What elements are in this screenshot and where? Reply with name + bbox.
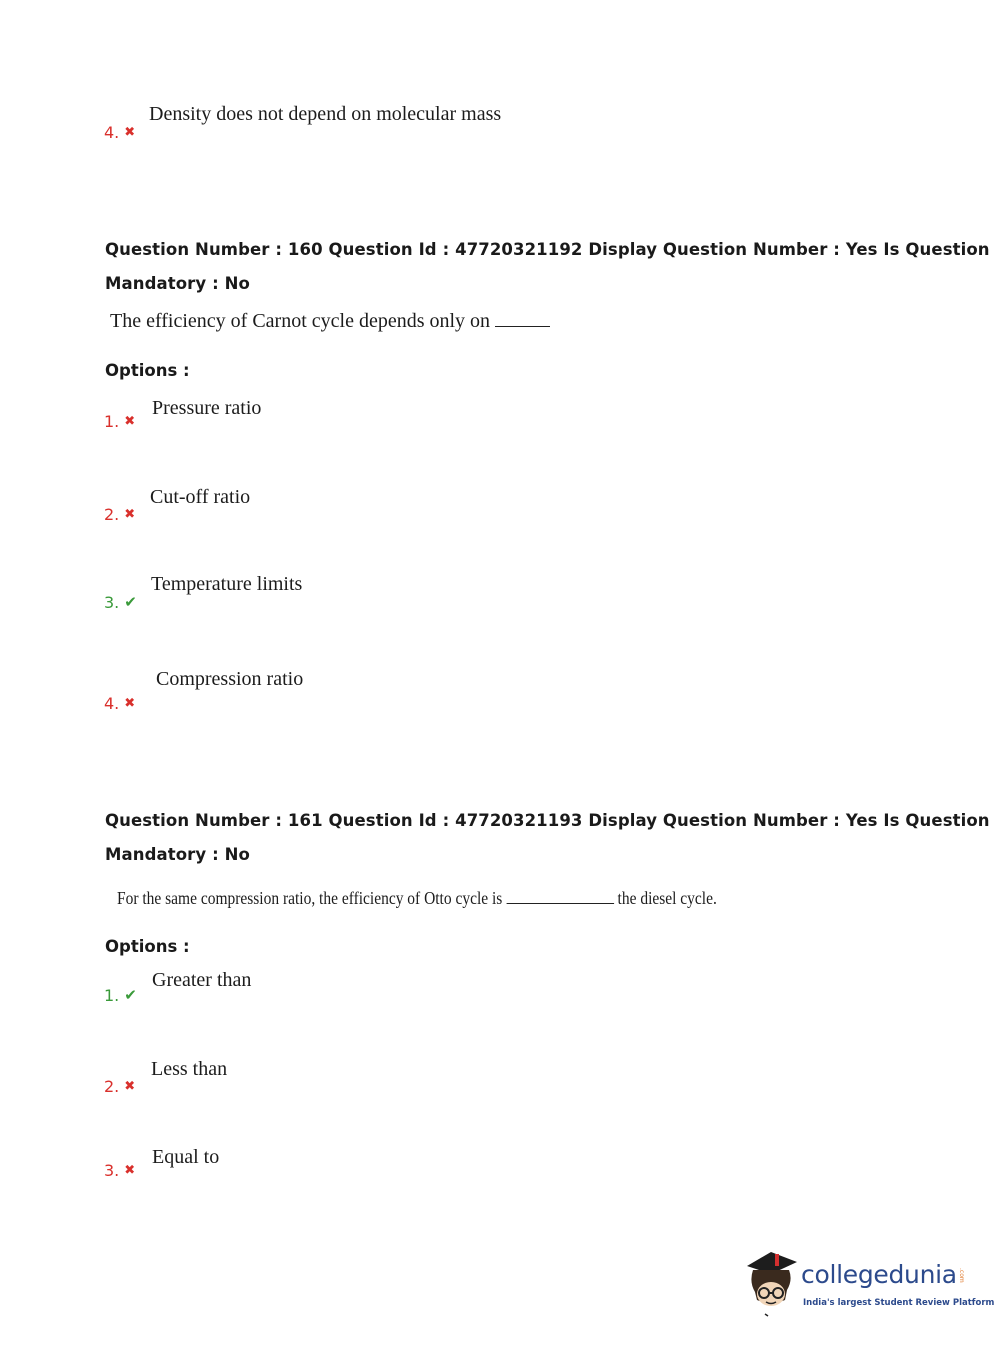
option-number: 3. ✔ [104, 593, 137, 612]
options-label: Options : [105, 361, 190, 380]
logo-wordmark: collegedunia [801, 1260, 957, 1289]
option-text: Density does not depend on molecular mass [149, 103, 502, 125]
options-label: Options : [105, 937, 190, 956]
option-text: Pressure ratio [152, 397, 262, 419]
question-text: For the same compression ratio, the efficiency of Otto cycle is the diesel cycle. [117, 888, 717, 908]
option-number: 3. ✖ [104, 1161, 136, 1180]
answer-blank [506, 902, 614, 904]
answer-blank [495, 325, 550, 327]
cross-icon: ✖ [124, 1079, 136, 1094]
option-number: 2. ✖ [104, 505, 136, 524]
question-meta: Question Number : 160 Question Id : 47720321192 Display Question Number : Yes Is Question [105, 240, 990, 259]
option-text: Less than [151, 1058, 228, 1080]
cross-icon: ✖ [124, 507, 136, 522]
option-number: 4. ✖ [104, 123, 136, 142]
check-icon: ✔ [124, 593, 137, 611]
mascot-icon [741, 1248, 803, 1318]
cross-icon: ✖ [124, 1163, 136, 1178]
option-number: 1. ✔ [104, 986, 137, 1005]
option-text: Temperature limits [151, 573, 303, 595]
logo-tagline: India's largest Student Review Platform [803, 1298, 995, 1308]
question-meta: Question Number : 161 Question Id : 47720321193 Display Question Number : Yes Is Question [105, 811, 990, 830]
question-meta-mandatory: Mandatory : No [105, 845, 250, 864]
cross-icon: ✖ [124, 414, 136, 429]
option-number: 2. ✖ [104, 1077, 136, 1096]
option-text: Cut-off ratio [150, 486, 251, 508]
option-text: Compression ratio [156, 668, 304, 690]
question-text: The efficiency of Carnot cycle depends only on [110, 310, 550, 333]
check-icon: ✔ [124, 986, 137, 1004]
cross-icon: ✖ [124, 696, 136, 711]
question-meta-mandatory: Mandatory : No [105, 274, 250, 293]
option-text: Equal to [152, 1146, 220, 1168]
option-number: 1. ✖ [104, 412, 136, 431]
collegedunia-logo [741, 1248, 995, 1318]
cross-icon: ✖ [124, 125, 136, 140]
option-text: Greater than [152, 969, 252, 991]
option-number: 4. ✖ [104, 694, 136, 713]
logo-suffix: .com [958, 1268, 965, 1283]
